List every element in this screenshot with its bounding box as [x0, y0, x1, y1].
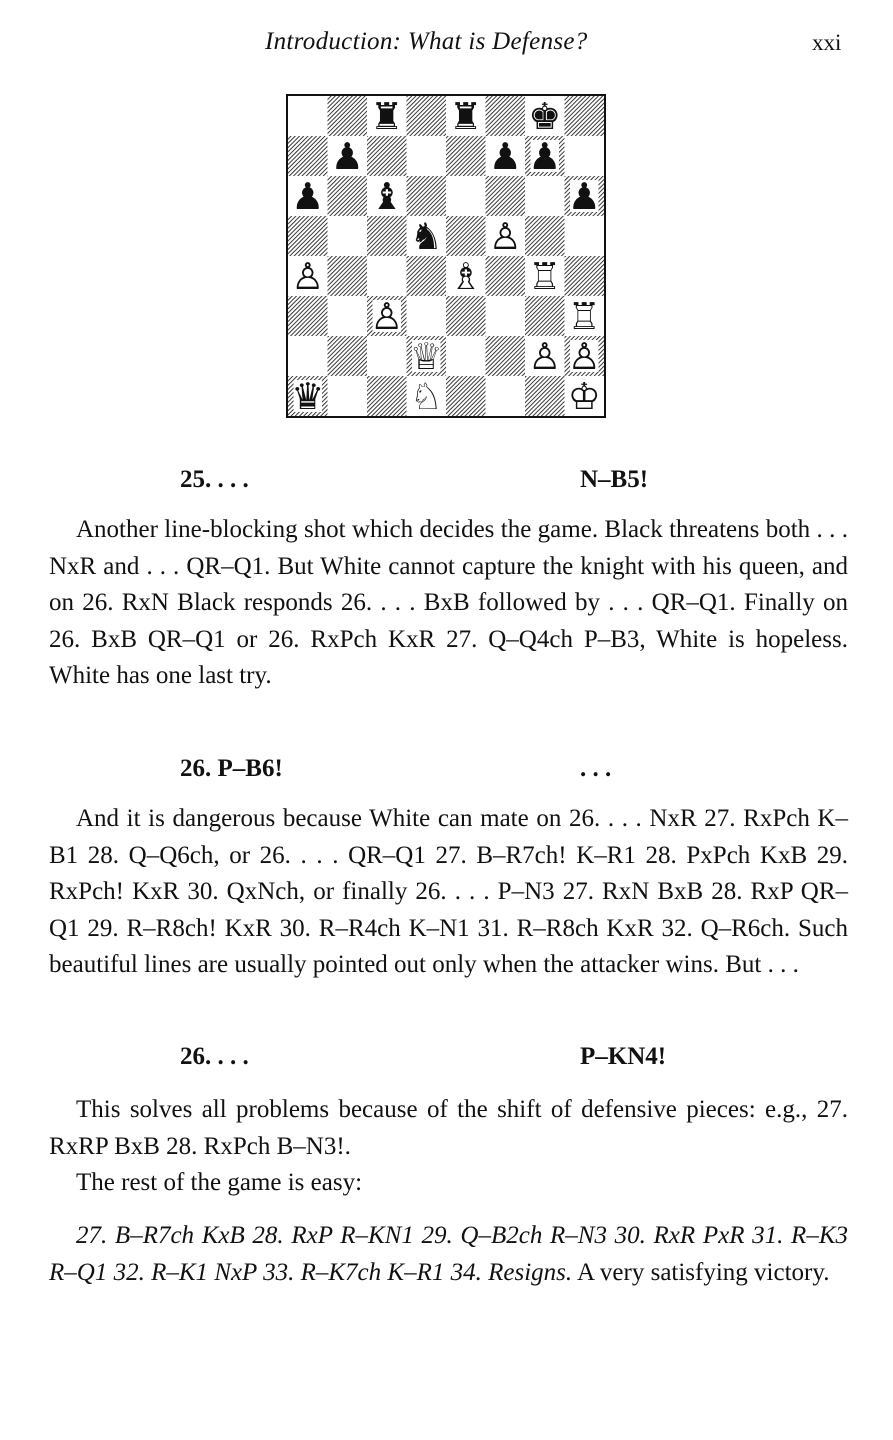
black-rook-icon: ♜: [449, 96, 483, 139]
commentary-paragraph: Another line-blocking shot which decides the game. Black threatens both . . . NxR and . . . QR–Q1. But White cannot capture the knight with his queen, and on 26. RxN Black responds 26. . . . BxB followed by . . . QR–Q1. Finally on 26. BxB QR–Q1 or 26. RxPch KxR 27. Q–Q4ch P–B3, White is hopeless. White has one last try.: [49, 516, 848, 689]
dark-square: [486, 96, 526, 136]
move-number: 26. . . .: [180, 1043, 249, 1070]
move-line-26-black: [0, 1043, 893, 1077]
dark-square: [525, 216, 565, 256]
light-square: [565, 216, 605, 256]
dark-square: [288, 296, 328, 336]
light-square: [446, 336, 486, 376]
black-pawn-icon: ♟: [567, 175, 601, 219]
dark-square: [565, 96, 605, 136]
move-line-25-black: [0, 466, 893, 500]
light-square: [525, 176, 565, 216]
dark-square: [565, 256, 605, 296]
dark-square: [486, 176, 526, 216]
white-pawn-icon: ♙: [370, 295, 404, 339]
black-king-icon: ♚: [528, 96, 562, 139]
running-title: Introduction: What is Defense?: [265, 28, 588, 55]
light-square: [565, 136, 605, 176]
white-move: 26. P–B6!: [180, 755, 283, 782]
black-pawn-icon: ♟: [488, 135, 522, 179]
dark-square: [367, 216, 407, 256]
dark-square: [328, 176, 368, 216]
light-square: [288, 336, 328, 376]
black-pawn-icon: ♟: [291, 175, 325, 219]
black-move-ellipsis: . . .: [580, 755, 612, 782]
black-queen-icon: ♛: [291, 375, 325, 416]
white-knight-icon: ♘: [409, 375, 443, 416]
light-square: [328, 216, 368, 256]
closing-remark: A very satisfying victory.: [572, 1258, 830, 1286]
light-square: [407, 136, 447, 176]
dark-square: [407, 176, 447, 216]
black-knight-icon: ♞: [409, 215, 443, 259]
dark-square: [288, 136, 328, 176]
light-square: [486, 296, 526, 336]
dark-square: [525, 376, 565, 416]
white-bishop-icon: ♗: [449, 255, 483, 299]
white-pawn-icon: ♙: [488, 215, 522, 259]
dark-square: [367, 136, 407, 176]
commentary-paragraph: And it is dangerous because White can mate on 26. . . . NxR 27. RxPch K–B1 28. Q–Q6ch, or 26. . . . QR–Q1 27. B–R7ch! K–R1 28. PxPch KxB 29. RxPch! KxR 30. QxNch, or finally 26. . . . P–N3 27. RxN BxB 28. RxP QR–Q1 29. R–R8ch! KxR 30. R–R4ch K–N1 31. R–R8ch KxR 32. Q–R6ch. Such beautiful lines are usually pointed out only when the attacker wins. But . . .: [49, 805, 848, 978]
light-square: [407, 296, 447, 336]
light-square: [367, 336, 407, 376]
commentary-paragraph: This solves all problems because of the shift of defensive pieces: e.g., 27. RxRP BxB 28. RxPch B–N3!.: [49, 1096, 848, 1160]
white-king-icon: ♔: [567, 375, 601, 416]
black-pawn-icon: ♟: [528, 135, 562, 179]
chess-diagram: [286, 94, 606, 418]
light-square: [367, 256, 407, 296]
move-number: 25. . . .: [180, 466, 249, 493]
light-square: [328, 376, 368, 416]
white-queen-icon: ♕: [409, 335, 443, 379]
dark-square: [328, 96, 368, 136]
dark-square: [525, 296, 565, 336]
light-square: [328, 296, 368, 336]
dark-square: [288, 216, 328, 256]
light-square: [288, 96, 328, 136]
black-move: P–KN4!: [580, 1043, 667, 1070]
black-move: N–B5!: [580, 466, 649, 493]
game-continuation: [49, 1218, 848, 1291]
move-sequence: 27. B–R7ch KxB 28. RxP R–KN1 29. Q–B2ch R–N3 30. RxR PxR 31. R–K3 R–Q1 32. R–K1 NxP 33. R–K7ch K–R1 34. Resigns.: [49, 1222, 848, 1286]
dark-square: [328, 256, 368, 296]
page-number: xxi: [812, 30, 842, 55]
white-pawn-icon: ♙: [567, 335, 601, 379]
chess-board: [288, 96, 604, 416]
black-rook-icon: ♜: [370, 96, 404, 139]
dark-square: [407, 96, 447, 136]
white-rook-icon: ♖: [567, 295, 601, 339]
move-line-26-white: [0, 755, 893, 789]
dark-square: [446, 296, 486, 336]
commentary-paragraph: The rest of the game is easy:: [76, 1169, 363, 1196]
dark-square: [446, 376, 486, 416]
dark-square: [486, 256, 526, 296]
light-square: [446, 176, 486, 216]
dark-square: [407, 256, 447, 296]
dark-square: [367, 376, 407, 416]
dark-square: [446, 136, 486, 176]
dark-square: [486, 336, 526, 376]
light-square: [486, 376, 526, 416]
white-rook-icon: ♖: [528, 255, 562, 299]
black-bishop-icon: ♝: [370, 175, 404, 219]
dark-square: [328, 336, 368, 376]
white-pawn-icon: ♙: [291, 255, 325, 299]
white-pawn-icon: ♙: [528, 335, 562, 379]
running-head: [0, 28, 893, 60]
dark-square: [446, 216, 486, 256]
black-pawn-icon: ♟: [330, 135, 364, 179]
